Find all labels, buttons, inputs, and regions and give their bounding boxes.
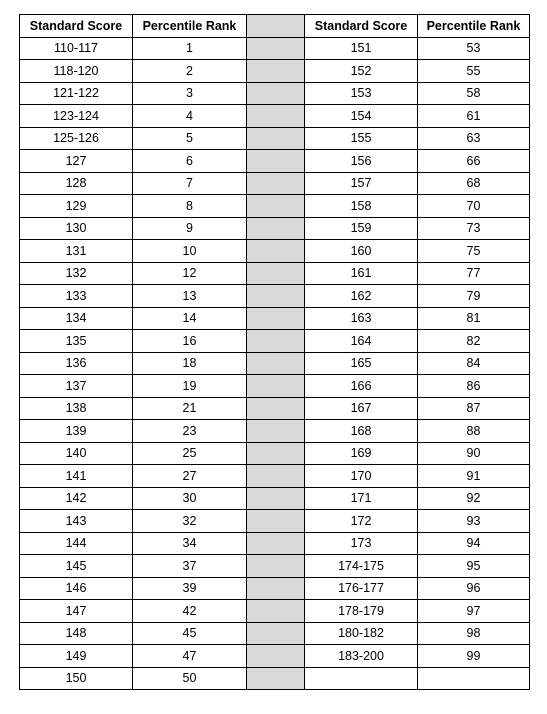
table-row <box>20 487 530 510</box>
right-standard-score-cell: 172 <box>305 510 418 533</box>
right-percentile-rank-cell: 88 <box>418 420 530 443</box>
table-row <box>20 307 530 330</box>
divider-cell <box>247 487 305 510</box>
table-row <box>20 285 530 308</box>
left-percentile-rank-cell: 9 <box>133 217 247 240</box>
left-percentile-rank-cell: 14 <box>133 307 247 330</box>
right-percentile-rank-cell: 55 <box>418 60 530 83</box>
left-standard-score-cell: 143 <box>20 510 133 533</box>
left-standard-score-cell: 144 <box>20 532 133 555</box>
left-percentile-rank-cell: 4 <box>133 105 247 128</box>
left-percentile-rank-cell: 5 <box>133 127 247 150</box>
right-percentile-rank-cell: 97 <box>418 600 530 623</box>
right-standard-score-cell <box>305 667 418 690</box>
right-standard-score-cell: 160 <box>305 240 418 263</box>
divider-cell <box>247 420 305 443</box>
right-standard-score-cell: 173 <box>305 532 418 555</box>
left-standard-score-cell: 140 <box>20 442 133 465</box>
left-standard-score-cell: 133 <box>20 285 133 308</box>
left-percentile-rank-cell: 47 <box>133 645 247 668</box>
left-standard-score-cell: 129 <box>20 195 133 218</box>
right-percentile-rank-cell: 61 <box>418 105 530 128</box>
left-percentile-rank-cell: 45 <box>133 622 247 645</box>
right-percentile-rank-cell: 79 <box>418 285 530 308</box>
left-standard-score-cell: 136 <box>20 352 133 375</box>
left-percentile-rank-cell: 42 <box>133 600 247 623</box>
right-standard-score-cell: 176-177 <box>305 577 418 600</box>
divider-column <box>247 15 305 38</box>
left-percentile-rank-cell: 39 <box>133 577 247 600</box>
right-percentile-rank-cell: 84 <box>418 352 530 375</box>
left-standard-score-cell: 142 <box>20 487 133 510</box>
left-standard-score-cell: 150 <box>20 667 133 690</box>
table-row <box>20 60 530 83</box>
right-standard-score-cell: 171 <box>305 487 418 510</box>
right-standard-score-cell: 170 <box>305 465 418 488</box>
left-percentile-rank-cell: 1 <box>133 37 247 60</box>
right-standard-score-cell: 163 <box>305 307 418 330</box>
right-percentile-rank-cell: 58 <box>418 82 530 105</box>
right-standard-score-cell: 180-182 <box>305 622 418 645</box>
divider-cell <box>247 60 305 83</box>
right-percentile-rank-header: Percentile Rank <box>418 15 530 38</box>
right-standard-score-cell: 153 <box>305 82 418 105</box>
divider-cell <box>247 510 305 533</box>
divider-cell <box>247 82 305 105</box>
left-percentile-rank-cell: 3 <box>133 82 247 105</box>
left-percentile-rank-cell: 2 <box>133 60 247 83</box>
table-row <box>20 82 530 105</box>
divider-cell <box>247 442 305 465</box>
divider-cell <box>247 195 305 218</box>
left-standard-score-cell: 137 <box>20 375 133 398</box>
divider-cell <box>247 262 305 285</box>
left-standard-score-cell: 138 <box>20 397 133 420</box>
left-standard-score-cell: 135 <box>20 330 133 353</box>
left-standard-score-cell: 132 <box>20 262 133 285</box>
divider-cell <box>247 667 305 690</box>
left-standard-score-cell: 141 <box>20 465 133 488</box>
right-percentile-rank-cell: 81 <box>418 307 530 330</box>
divider-cell <box>247 150 305 173</box>
table-row <box>20 172 530 195</box>
right-standard-score-cell: 154 <box>305 105 418 128</box>
left-percentile-rank-cell: 37 <box>133 555 247 578</box>
left-standard-score-cell: 127 <box>20 150 133 173</box>
right-percentile-rank-cell: 68 <box>418 172 530 195</box>
table-row <box>20 442 530 465</box>
right-standard-score-cell: 164 <box>305 330 418 353</box>
right-standard-score-header: Standard Score <box>305 15 418 38</box>
right-standard-score-cell: 159 <box>305 217 418 240</box>
table-row <box>20 127 530 150</box>
left-standard-score-cell: 145 <box>20 555 133 578</box>
divider-cell <box>247 397 305 420</box>
left-percentile-rank-cell: 30 <box>133 487 247 510</box>
left-percentile-rank-cell: 12 <box>133 262 247 285</box>
header-row <box>20 15 530 38</box>
left-standard-score-cell: 146 <box>20 577 133 600</box>
right-percentile-rank-cell: 98 <box>418 622 530 645</box>
divider-cell <box>247 240 305 263</box>
table-row <box>20 667 530 690</box>
left-standard-score-cell: 125-126 <box>20 127 133 150</box>
right-standard-score-cell: 174-175 <box>305 555 418 578</box>
table-row <box>20 262 530 285</box>
right-percentile-rank-cell: 93 <box>418 510 530 533</box>
divider-cell <box>247 352 305 375</box>
right-standard-score-cell: 165 <box>305 352 418 375</box>
left-percentile-rank-cell: 32 <box>133 510 247 533</box>
right-percentile-rank-cell <box>418 667 530 690</box>
right-percentile-rank-cell: 87 <box>418 397 530 420</box>
right-percentile-rank-cell: 70 <box>418 195 530 218</box>
divider-cell <box>247 330 305 353</box>
right-percentile-rank-cell: 75 <box>418 240 530 263</box>
left-standard-score-cell: 123-124 <box>20 105 133 128</box>
left-standard-score-cell: 149 <box>20 645 133 668</box>
right-percentile-rank-cell: 86 <box>418 375 530 398</box>
divider-cell <box>247 307 305 330</box>
left-standard-score-cell: 134 <box>20 307 133 330</box>
left-standard-score-cell: 130 <box>20 217 133 240</box>
left-percentile-rank-cell: 27 <box>133 465 247 488</box>
right-percentile-rank-cell: 96 <box>418 577 530 600</box>
table-row <box>20 577 530 600</box>
table-row <box>20 240 530 263</box>
right-percentile-rank-cell: 53 <box>418 37 530 60</box>
right-standard-score-cell: 169 <box>305 442 418 465</box>
left-percentile-rank-cell: 18 <box>133 352 247 375</box>
divider-cell <box>247 285 305 308</box>
left-standard-score-cell: 128 <box>20 172 133 195</box>
right-percentile-rank-cell: 73 <box>418 217 530 240</box>
table-row <box>20 622 530 645</box>
left-standard-score-cell: 147 <box>20 600 133 623</box>
table-row <box>20 420 530 443</box>
divider-cell <box>247 375 305 398</box>
table-row <box>20 555 530 578</box>
table-row <box>20 352 530 375</box>
divider-cell <box>247 555 305 578</box>
right-standard-score-cell: 156 <box>305 150 418 173</box>
left-percentile-rank-header: Percentile Rank <box>133 15 247 38</box>
table-row <box>20 37 530 60</box>
table-row <box>20 397 530 420</box>
right-percentile-rank-cell: 92 <box>418 487 530 510</box>
left-standard-score-cell: 131 <box>20 240 133 263</box>
left-standard-score-cell: 121-122 <box>20 82 133 105</box>
table-row <box>20 105 530 128</box>
left-percentile-rank-cell: 19 <box>133 375 247 398</box>
right-percentile-rank-cell: 90 <box>418 442 530 465</box>
left-percentile-rank-cell: 10 <box>133 240 247 263</box>
divider-cell <box>247 105 305 128</box>
table-row <box>20 510 530 533</box>
divider-cell <box>247 622 305 645</box>
right-percentile-rank-cell: 94 <box>418 532 530 555</box>
left-percentile-rank-cell: 8 <box>133 195 247 218</box>
right-standard-score-cell: 183-200 <box>305 645 418 668</box>
table-row <box>20 150 530 173</box>
right-percentile-rank-cell: 99 <box>418 645 530 668</box>
left-percentile-rank-cell: 21 <box>133 397 247 420</box>
right-standard-score-cell: 167 <box>305 397 418 420</box>
divider-cell <box>247 127 305 150</box>
right-standard-score-cell: 178-179 <box>305 600 418 623</box>
divider-cell <box>247 37 305 60</box>
left-standard-score-cell: 118-120 <box>20 60 133 83</box>
left-percentile-rank-cell: 16 <box>133 330 247 353</box>
right-percentile-rank-cell: 95 <box>418 555 530 578</box>
table-row <box>20 330 530 353</box>
right-standard-score-cell: 158 <box>305 195 418 218</box>
left-percentile-rank-cell: 25 <box>133 442 247 465</box>
right-standard-score-cell: 161 <box>305 262 418 285</box>
left-standard-score-cell: 148 <box>20 622 133 645</box>
divider-cell <box>247 532 305 555</box>
left-percentile-rank-cell: 6 <box>133 150 247 173</box>
table-body <box>20 37 530 690</box>
divider-cell <box>247 645 305 668</box>
table-row <box>20 217 530 240</box>
left-percentile-rank-cell: 23 <box>133 420 247 443</box>
table-row <box>20 645 530 668</box>
right-standard-score-cell: 166 <box>305 375 418 398</box>
left-standard-score-cell: 110-117 <box>20 37 133 60</box>
right-percentile-rank-cell: 82 <box>418 330 530 353</box>
divider-cell <box>247 577 305 600</box>
right-percentile-rank-cell: 77 <box>418 262 530 285</box>
right-percentile-rank-cell: 66 <box>418 150 530 173</box>
right-percentile-rank-cell: 91 <box>418 465 530 488</box>
divider-cell <box>247 465 305 488</box>
left-percentile-rank-cell: 7 <box>133 172 247 195</box>
table-row <box>20 195 530 218</box>
table-row <box>20 600 530 623</box>
table-row <box>20 532 530 555</box>
right-standard-score-cell: 162 <box>305 285 418 308</box>
right-standard-score-cell: 168 <box>305 420 418 443</box>
table-row <box>20 465 530 488</box>
table-row <box>20 375 530 398</box>
left-standard-score-header: Standard Score <box>20 15 133 38</box>
right-percentile-rank-cell: 63 <box>418 127 530 150</box>
right-standard-score-cell: 152 <box>305 60 418 83</box>
percentile-conversion-table <box>19 14 530 690</box>
divider-cell <box>247 217 305 240</box>
divider-cell <box>247 600 305 623</box>
right-standard-score-cell: 155 <box>305 127 418 150</box>
right-standard-score-cell: 157 <box>305 172 418 195</box>
left-percentile-rank-cell: 34 <box>133 532 247 555</box>
right-standard-score-cell: 151 <box>305 37 418 60</box>
divider-cell <box>247 172 305 195</box>
left-percentile-rank-cell: 13 <box>133 285 247 308</box>
left-percentile-rank-cell: 50 <box>133 667 247 690</box>
left-standard-score-cell: 139 <box>20 420 133 443</box>
